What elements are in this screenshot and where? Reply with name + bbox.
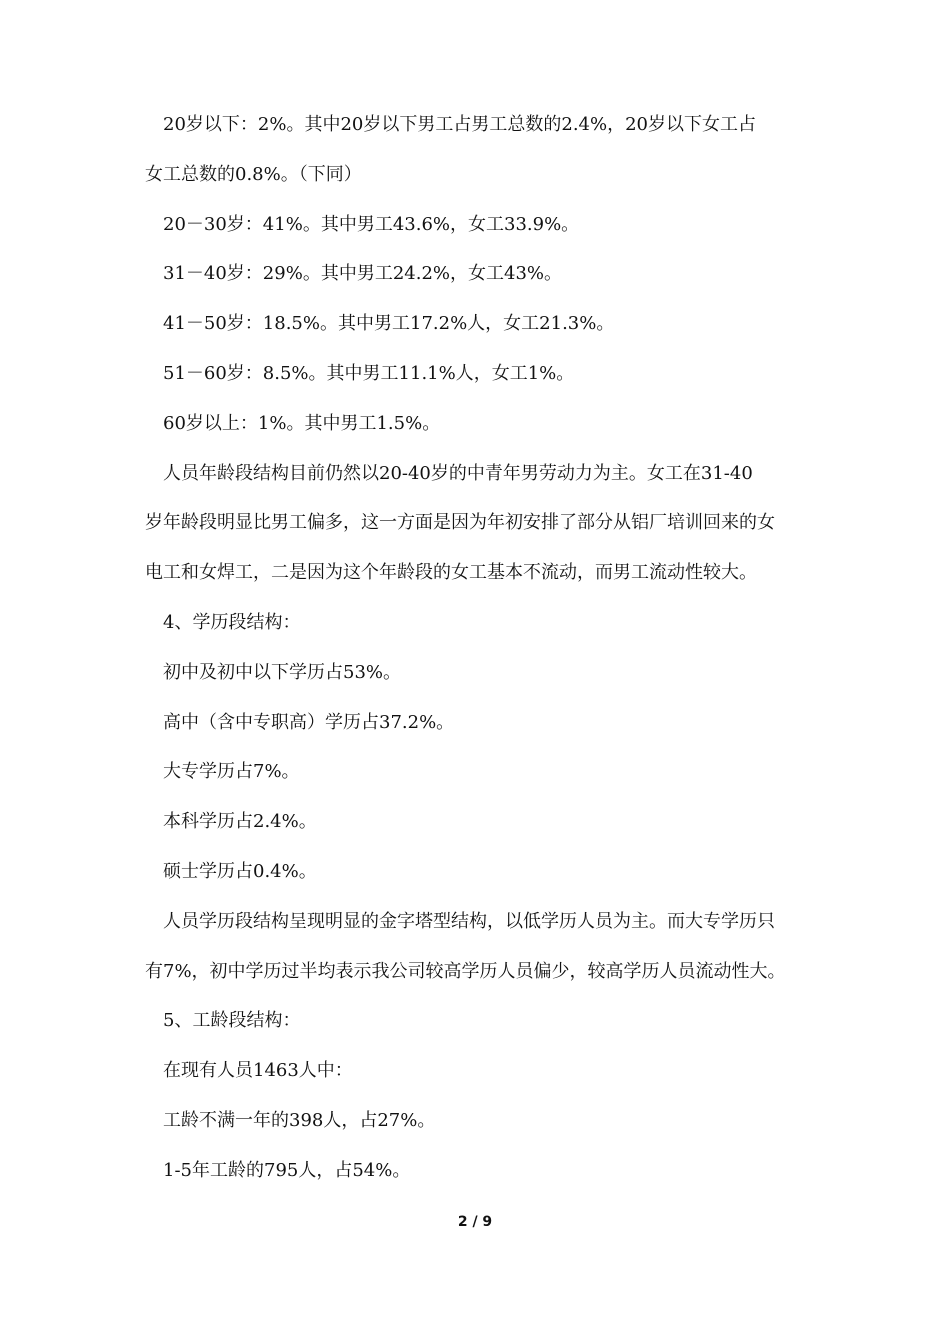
age-summary-paragraph: 人员年龄段结构目前仍然以20-40岁的中青年男劳动力为主。女工在31-40 bbox=[163, 462, 753, 484]
seniority-total-line: 在现有人员1463人中： bbox=[163, 1060, 353, 1082]
edu-high-school-line: 高中（含中专职高）学历占37.2%。 bbox=[163, 711, 455, 733]
age-under-20-line-cont: 女工总数的0.8%。（下同） bbox=[145, 163, 362, 185]
age-summary-paragraph-cont-1: 岁年龄段明显比男工偏多，这一方面是因为年初安排了部分从铝厂培训回来的女 bbox=[145, 512, 775, 534]
age-under-20-line: 20岁以下：2%。其中20岁以下男工占男工总数的2.4%，20岁以下女工占 bbox=[163, 114, 756, 135]
edu-college-line: 大专学历占7%。 bbox=[163, 761, 300, 783]
page-number: 2 / 9 bbox=[457, 1214, 493, 1230]
edu-summary-paragraph: 人员学历段结构呈现明显的金字塔型结构，以低学历人员为主。而大专学历只 bbox=[163, 910, 775, 932]
age-20-30-line: 20－30岁：41%。其中男工43.6%，女工33.9%。 bbox=[163, 213, 580, 235]
age-over-60-line: 60岁以上：1%。其中男工1.5%。 bbox=[163, 412, 441, 434]
age-summary-paragraph-cont-2: 电工和女焊工，二是因为这个年龄段的女工基本不流动，而男工流动性较大。 bbox=[145, 562, 757, 584]
age-31-40-line: 31－40岁：29%。其中男工24.2%，女工43%。 bbox=[163, 263, 563, 285]
edu-junior-high-line: 初中及初中以下学历占53%。 bbox=[163, 661, 402, 683]
edu-bachelor-line: 本科学历占2.4%。 bbox=[163, 811, 317, 833]
seniority-1-5-years-line: 1-5年工龄的795人，占54%。 bbox=[163, 1159, 411, 1181]
section-heading-education: 4、学历段结构： bbox=[163, 611, 301, 633]
document-body bbox=[145, 100, 810, 1196]
section-heading-seniority: 5、工龄段结构： bbox=[163, 1010, 301, 1032]
seniority-under-1-year-line: 工龄不满一年的398人，占27%。 bbox=[163, 1109, 436, 1131]
age-41-50-line: 41－50岁：18.5%。其中男工17.2%人，女工21.3%。 bbox=[163, 313, 615, 335]
edu-master-line: 硕士学历占0.4%。 bbox=[163, 860, 317, 882]
age-51-60-line: 51－60岁：8.5%。其中男工11.1%人，女工1%。 bbox=[163, 362, 575, 384]
edu-summary-paragraph-cont: 有7%，初中学历过半均表示我公司较高学历人员偏少，较高学历人员流动性大。 bbox=[145, 960, 786, 982]
